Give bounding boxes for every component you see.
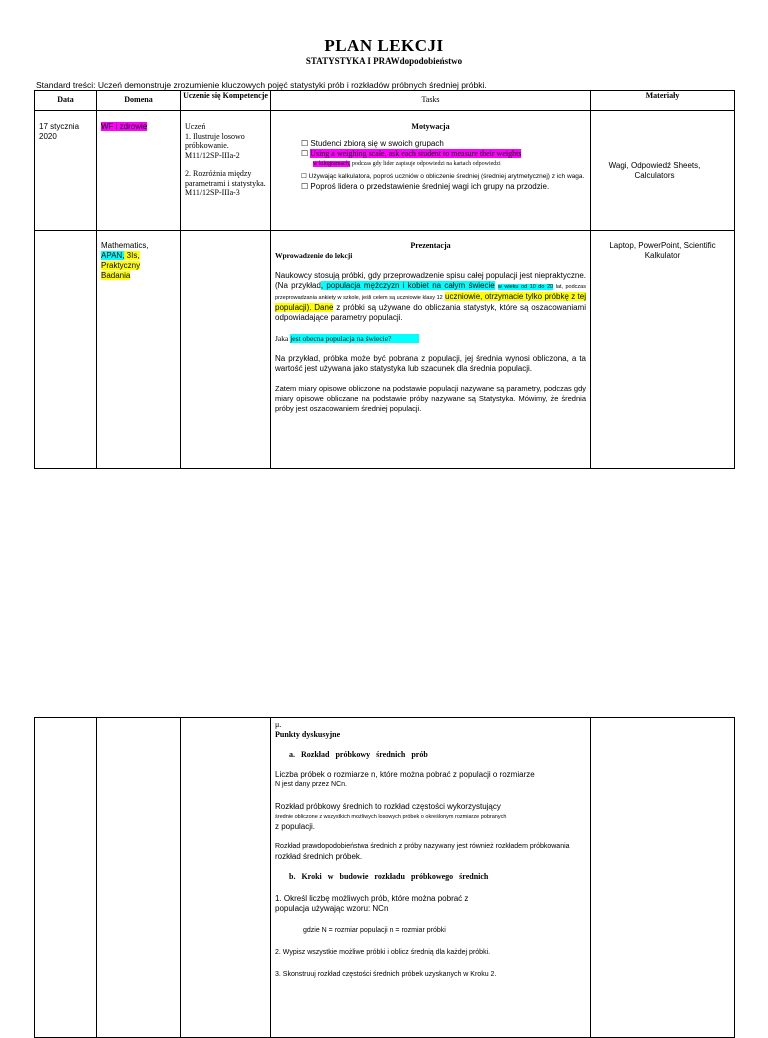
row1-tasks: Motywacja ☐ Studenci zbiorą się w swoich grupach ☐ Using a weighing scale, ask each student to measure their weights w kilogramach, podczas gdy lider zapisuje odpowiedzi na kartach odpowiedzi ☐ Używając kalkulatora, poproś uczniów o obliczenie średniej (średniej arytmetycznej) z ich waga. ☐ Poproś lidera o przedstawienie średniej wagi ich grupy na przodzie. — [271, 111, 591, 231]
header-domena: Domena — [97, 91, 181, 111]
row1-competence: Uczeń 1. Ilustruje losowo próbkowanie. M11/12SP-IIIa-2 2. Rozróżnia między parametrami i statystyka. M11/12SP-IIIa-3 — [181, 111, 271, 231]
p2-domain — [97, 718, 181, 1038]
lesson-table — [34, 90, 735, 469]
p2-tasks: μ. Punkty dyskusyjne a. Rozkład próbkowy średnich prób Liczba próbek o rozmiarze n, które można pobrać z populacji o rozmiarze N jest dany przez NCn. Rozkład próbkowy średnich to rozkład częstości wykorzystujący średnie obliczone z wszystkich możliwych losowych próbek o określonym rozmiarze pobranych z populacji. Rozkład prawdopodobieństwa średnich z próby nazywany jest również rozkładem próbkowania rozkład średnich próbek. b. Kroki w budowie rozkładu próbkowego średnich 1. Określ liczbę możliwych prób, które można pobrać z populacja używając wzoru: NCn gdzie N = rozmiar populacji n = rozmiar próbki 2. Wypisz wszystkie możliwe próbki i oblicz średnią dla każdej próbki. 3. Skonstruuj rozkład częstości średnich próbek uzyskanych w Kroku 2. — [271, 718, 591, 1038]
row2-tasks: Prezentacja Wprowadzenie do lekcji Naukowcy stosują próbki, gdy przeprowadzenie spisu całej populacji jest niepraktyczne. (Na przykład, populacja mężczyzn i kobiet na całym świecie w wieku od 10 do 20 lat, podczas przeprowadzania ankiety w szkole, jeśli celem są uczniowie klasy 12 uczniowie, otrzymacie tylko próbkę z tej populacji). Dane z próbki są używane do obliczania statystyk, które są oszacowaniami odpowiadające parametry populacji. Jaka jest obecna populacja na świecie? Na przykład, próbka może być pobrana z populacji, jej średnia wynosi obliczona, a ta wartość jest używana jako statystyka lub szacunek dla średnia populacji. Zatem miary opisowe obliczone na podstawie populacji nazywane są parametry, podczas gdy miary opisowe obliczane na podstawie próby nazywane są Statystyka. Mówimy, że średnia próby jest oszacowaniem średniej populacji. — [271, 231, 591, 469]
p2-competence — [181, 718, 271, 1038]
page-subtitle: STATYSTYKA I PRAWdopodobieństwo — [305, 56, 463, 66]
header-data: Data — [35, 91, 97, 111]
row1-domain: WF i zdrowie — [97, 111, 181, 231]
row1-date: 17 stycznia 2020 — [35, 111, 97, 231]
header-tasks: Tasks — [271, 91, 591, 111]
page-title: PLAN LEKCJI — [324, 36, 444, 55]
p2-materials — [591, 718, 735, 1038]
header-materialy: Materiały — [591, 91, 735, 111]
row2-domain: Mathematics, APAN, 3Is, Praktyczny Badania — [97, 231, 181, 469]
row2-materials: Laptop, PowerPoint, Scientific Kalkulator — [591, 231, 735, 469]
content-standard: Standard treści: Uczeń demonstruje zrozumienie kluczowych pojęć statystyki prób i rozkładów próbnych średniej próbki. — [36, 80, 487, 90]
row2-date — [35, 231, 97, 469]
header-uczenie: Uczenie się Kompetencje — [181, 91, 271, 111]
row2-competence — [181, 231, 271, 469]
p2-date — [35, 718, 97, 1038]
lesson-table-continued — [34, 717, 735, 1038]
row1-materials: Wagi, Odpowiedź Sheets, Calculators — [591, 111, 735, 231]
